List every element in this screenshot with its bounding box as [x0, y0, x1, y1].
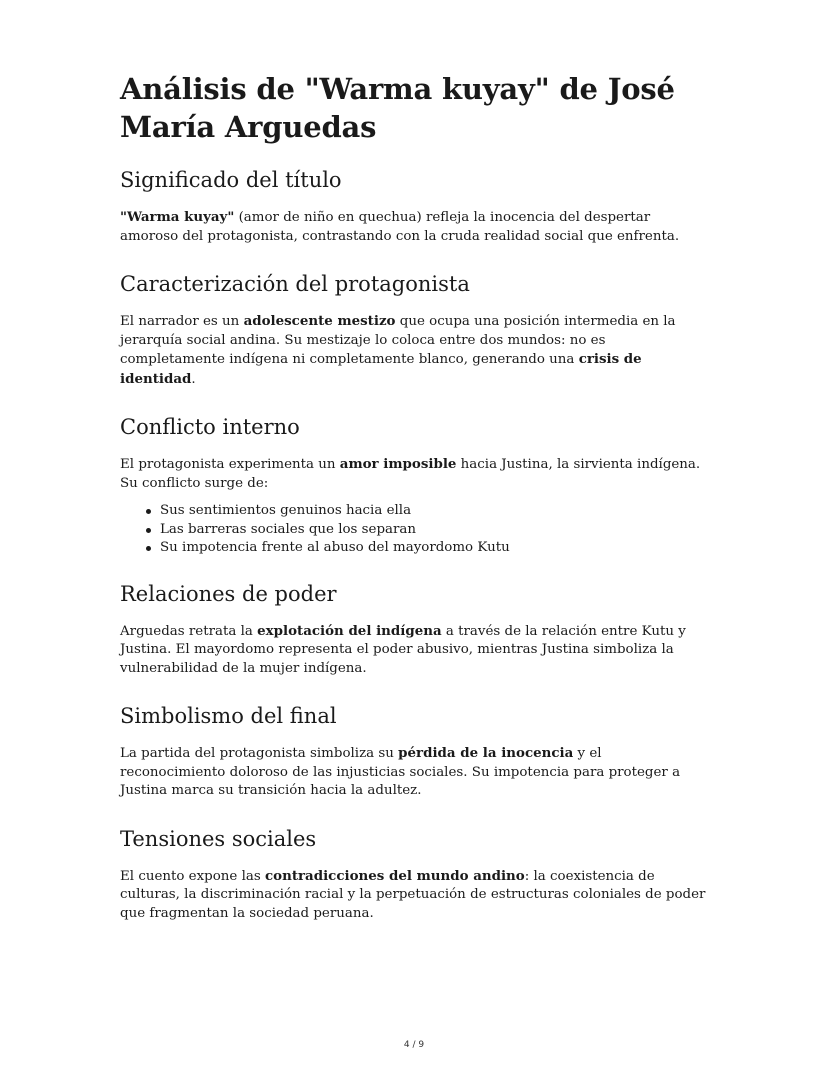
paragraph-text: a través de la relación entre Kutu y Justina. El mayordomo representa el poder abusivo, mientras Justina simboliza la vulnerabilidad de la mujer indígena. [120, 623, 686, 676]
section-heading: Conflicto interno [120, 415, 300, 439]
list-item: Su impotencia frente al abuso del mayordomo Kutu [160, 539, 710, 558]
document-page [120, 70, 710, 947]
section-heading: Significado del título [120, 168, 342, 192]
paragraph-text: (amor de niño en quechua) refleja la inocencia del despertar amoroso del protagonista, contrastando con la cruda realidad social que enfrenta. [120, 210, 680, 244]
paragraph-text: y el reconocimiento doloroso de las injusticias sociales. Su impotencia para proteger a Justina marca su transición hacia la adultez. [120, 746, 681, 798]
paragraph-text: hacia Justina, la sirvienta indígena. Su conflicto surge de: [120, 457, 701, 491]
page-number: 4 / 9 [403, 1040, 425, 1050]
paragraph-text: El narrador es un [120, 314, 244, 329]
section-heading: Caracterización del protagonista [120, 272, 470, 296]
list-item: Las barreras sociales que los separan [160, 521, 710, 540]
paragraph-text: El cuento expone las [120, 868, 265, 884]
section-paragraph [120, 622, 710, 679]
section-paragraph [120, 744, 710, 801]
section-paragraph [120, 208, 710, 246]
section-heading: Relaciones de poder [120, 581, 337, 606]
paragraph-text: Arguedas retrata la [120, 623, 258, 639]
section-paragraph [120, 312, 710, 389]
list-item: Sus sentimientos genuinos hacia ella [160, 502, 710, 521]
bullet-list [120, 502, 710, 558]
paragraph-text: que ocupa una posición intermedia en la jerarquía social andina. Su mestizaje lo coloca entre dos mundos: no es completamente indígena ni completamente blanco, generando una [120, 314, 676, 367]
section-heading: Tensiones sociales [120, 826, 317, 851]
paragraph-text: La partida del protagonista simboliza su [120, 746, 399, 761]
emphasis-text: contradicciones del mundo andino [265, 867, 525, 884]
sections-container [120, 166, 710, 923]
emphasis-text: "Warma kuyay" [120, 209, 235, 225]
page-title: Análisis de "Warma kuyay" de José María Arguedas [120, 72, 675, 144]
paragraph-text: El protagonista experimenta un [120, 457, 340, 472]
paragraph-text: : la coexistencia de culturas, la discriminación racial y la perpetuación de estructuras coloniales de poder que fragmentan la sociedad peruana. [120, 868, 706, 921]
section-paragraph [120, 455, 710, 493]
emphasis-text: adolescente mestizo [243, 313, 396, 329]
emphasis-text: explotación del indígena [257, 622, 442, 639]
emphasis-text: amor imposible [339, 456, 457, 472]
paragraph-text: . [191, 371, 196, 387]
emphasis-text: crisis de identidad [120, 351, 642, 387]
emphasis-text: pérdida de la inocencia [398, 745, 574, 761]
section-heading: Simbolismo del final [120, 704, 337, 728]
section-paragraph [120, 867, 710, 924]
